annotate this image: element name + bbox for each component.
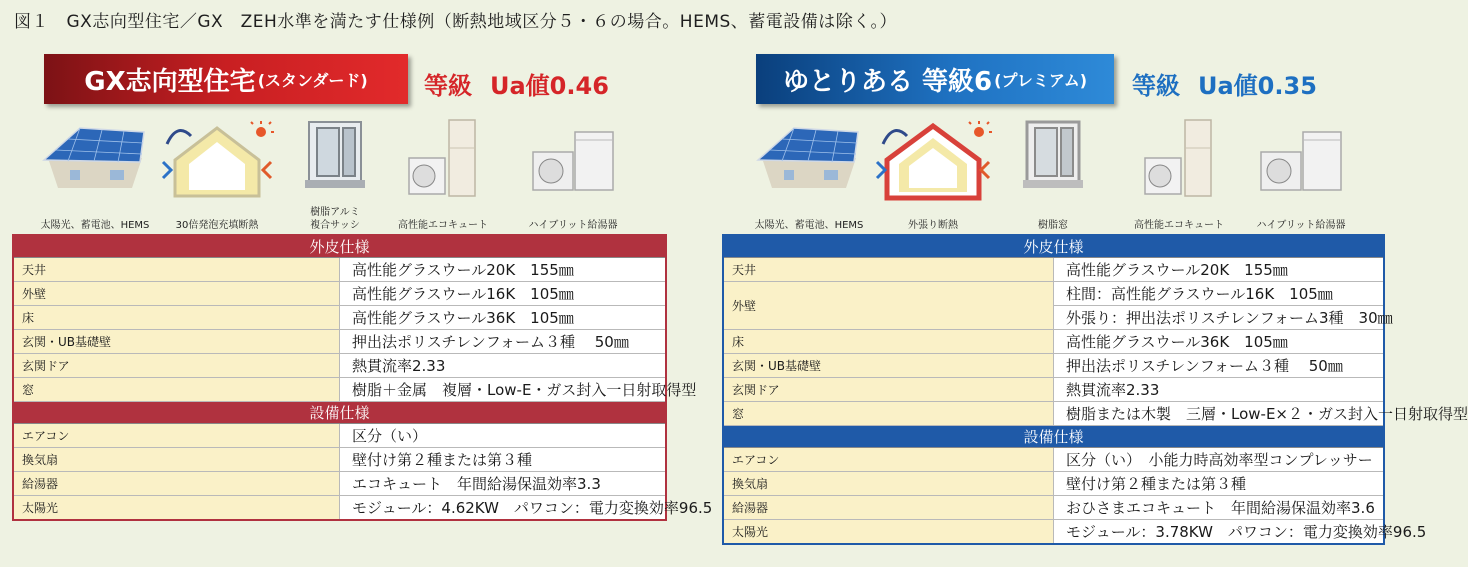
table-row: 玄関・UB基礎壁 押出法ポリスチレンフォーム３種 50㎜ <box>13 330 666 354</box>
table-row: 玄関ドア 熱貫流率2.33 <box>13 354 666 378</box>
window-label: 樹脂アルミ 複合サッシ <box>310 207 360 231</box>
hybrid-item <box>1236 114 1366 234</box>
table-row: 換気扇 壁付け第２種または第３種 <box>13 448 666 472</box>
ecocute-label: 高性能エコキュート <box>398 220 488 231</box>
grade-ua <box>1132 66 1317 101</box>
table-row: エアコン 区分（い） 小能力時高効率型コンプレッサー <box>723 448 1384 472</box>
spec-table <box>12 234 713 521</box>
window-item <box>988 114 1118 234</box>
premium-banner <box>756 54 1114 104</box>
spec-table <box>722 234 1468 545</box>
table-row: 外壁 高性能グラスウール16K 105㎜ <box>13 282 666 306</box>
grade-label: 等級 <box>424 72 472 100</box>
standard-banner <box>44 54 408 104</box>
table-row: 換気扇 壁付け第２種または第３種 <box>723 472 1384 496</box>
premium-panel <box>722 52 1468 545</box>
ecocute-icon <box>1129 118 1229 198</box>
panel-header <box>12 52 667 108</box>
solar-label: 太陽光、蓄電池、HEMS <box>754 220 864 231</box>
standard-panel <box>12 52 713 521</box>
solar-house-icon <box>40 118 150 192</box>
section-header: 設備仕様 <box>723 426 1384 448</box>
hybrid-heater-icon <box>523 118 623 198</box>
table-row: 床 高性能グラスウール36K 105㎜ <box>723 330 1384 354</box>
banner-title: ゆとりある 等級6 <box>782 66 993 97</box>
equipment-icons <box>12 114 667 234</box>
table-row: 外壁 柱間：高性能グラスウール16K 105㎜ <box>723 282 1384 306</box>
hybrid-heater-icon <box>1251 118 1351 198</box>
table-row: 外張り：押出法ポリスチレンフォーム3種 30㎜ <box>723 306 1384 330</box>
section-header: 外皮仕様 <box>13 235 666 258</box>
banner-subtitle: (スタンダード) <box>257 70 368 90</box>
exterior-insulation-house-icon <box>871 118 995 202</box>
table-row: 太陽光 モジュール：4.62KW パワコン：電力変換効率96.5 <box>13 496 666 520</box>
insulation-item <box>868 114 998 234</box>
solar-label: 太陽光、蓄電池、HEMS <box>40 220 150 231</box>
window-label: 樹脂窓 <box>1038 220 1068 231</box>
grade-label: 等級 <box>1132 72 1180 100</box>
banner-subtitle: (プレミアム) <box>994 70 1088 90</box>
table-row: 窓 樹脂または木製 三層・Low-E×２・ガス封入一日射取得型 <box>723 402 1384 426</box>
table-row: エアコン 区分（い） <box>13 424 666 448</box>
hybrid-label: ハイブリット給湯器 <box>1256 220 1346 231</box>
foam-insulation-house-icon <box>155 118 279 202</box>
banner-title: GX志向型住宅 <box>84 66 256 97</box>
hybrid-label: ハイブリット給湯器 <box>528 220 618 231</box>
ecocute-item <box>378 114 508 234</box>
grade-ua <box>424 66 609 101</box>
insulation-label: 30倍発泡充填断熱 <box>175 220 259 231</box>
ecocute-label: 高性能エコキュート <box>1134 220 1224 231</box>
insulation-label: 外張り断熱 <box>908 220 958 231</box>
table-row: 天井 高性能グラスウール20K 155㎜ <box>13 258 666 282</box>
table-row: 窓 樹脂＋金属 複層・Low-E・ガス封入一日射取得型 <box>13 378 666 402</box>
table-row: 給湯器 エコキュート 年間給湯保温効率3.3 <box>13 472 666 496</box>
insulation-item <box>152 114 282 234</box>
solar-house-icon <box>754 118 864 192</box>
panel-header <box>722 52 1385 108</box>
solar-item <box>30 114 160 234</box>
ua-value: Ua値0.35 <box>1198 72 1317 100</box>
hybrid-item <box>508 114 638 234</box>
table-row: 天井 高性能グラスウール20K 155㎜ <box>723 258 1384 282</box>
section-header: 設備仕様 <box>13 402 666 424</box>
table-row: 玄関・UB基礎壁 押出法ポリスチレンフォーム３種 50㎜ <box>723 354 1384 378</box>
ua-value: Ua値0.46 <box>490 72 609 100</box>
ecocute-item <box>1114 114 1244 234</box>
section-header: 外皮仕様 <box>723 235 1384 258</box>
ecocute-icon <box>393 118 493 198</box>
table-row: 太陽光 モジュール：3.78KW パワコン：電力変換効率96.5 <box>723 520 1384 544</box>
table-row: 給湯器 おひさまエコキュート 年間給湯保温効率3.6 <box>723 496 1384 520</box>
figure-title: 図１ GX志向型住宅／GX ZEH水準を満たす仕様例（断熱地域区分５・６の場合。HEMS、蓄電設備は除く。） <box>14 12 897 32</box>
table-row: 玄関ドア 熱貫流率2.33 <box>723 378 1384 402</box>
equipment-icons <box>722 114 1385 234</box>
solar-item <box>744 114 874 234</box>
composite-sash-icon <box>295 118 375 190</box>
table-row: 床 高性能グラスウール36K 105㎜ <box>13 306 666 330</box>
resin-window-icon <box>1013 118 1093 190</box>
